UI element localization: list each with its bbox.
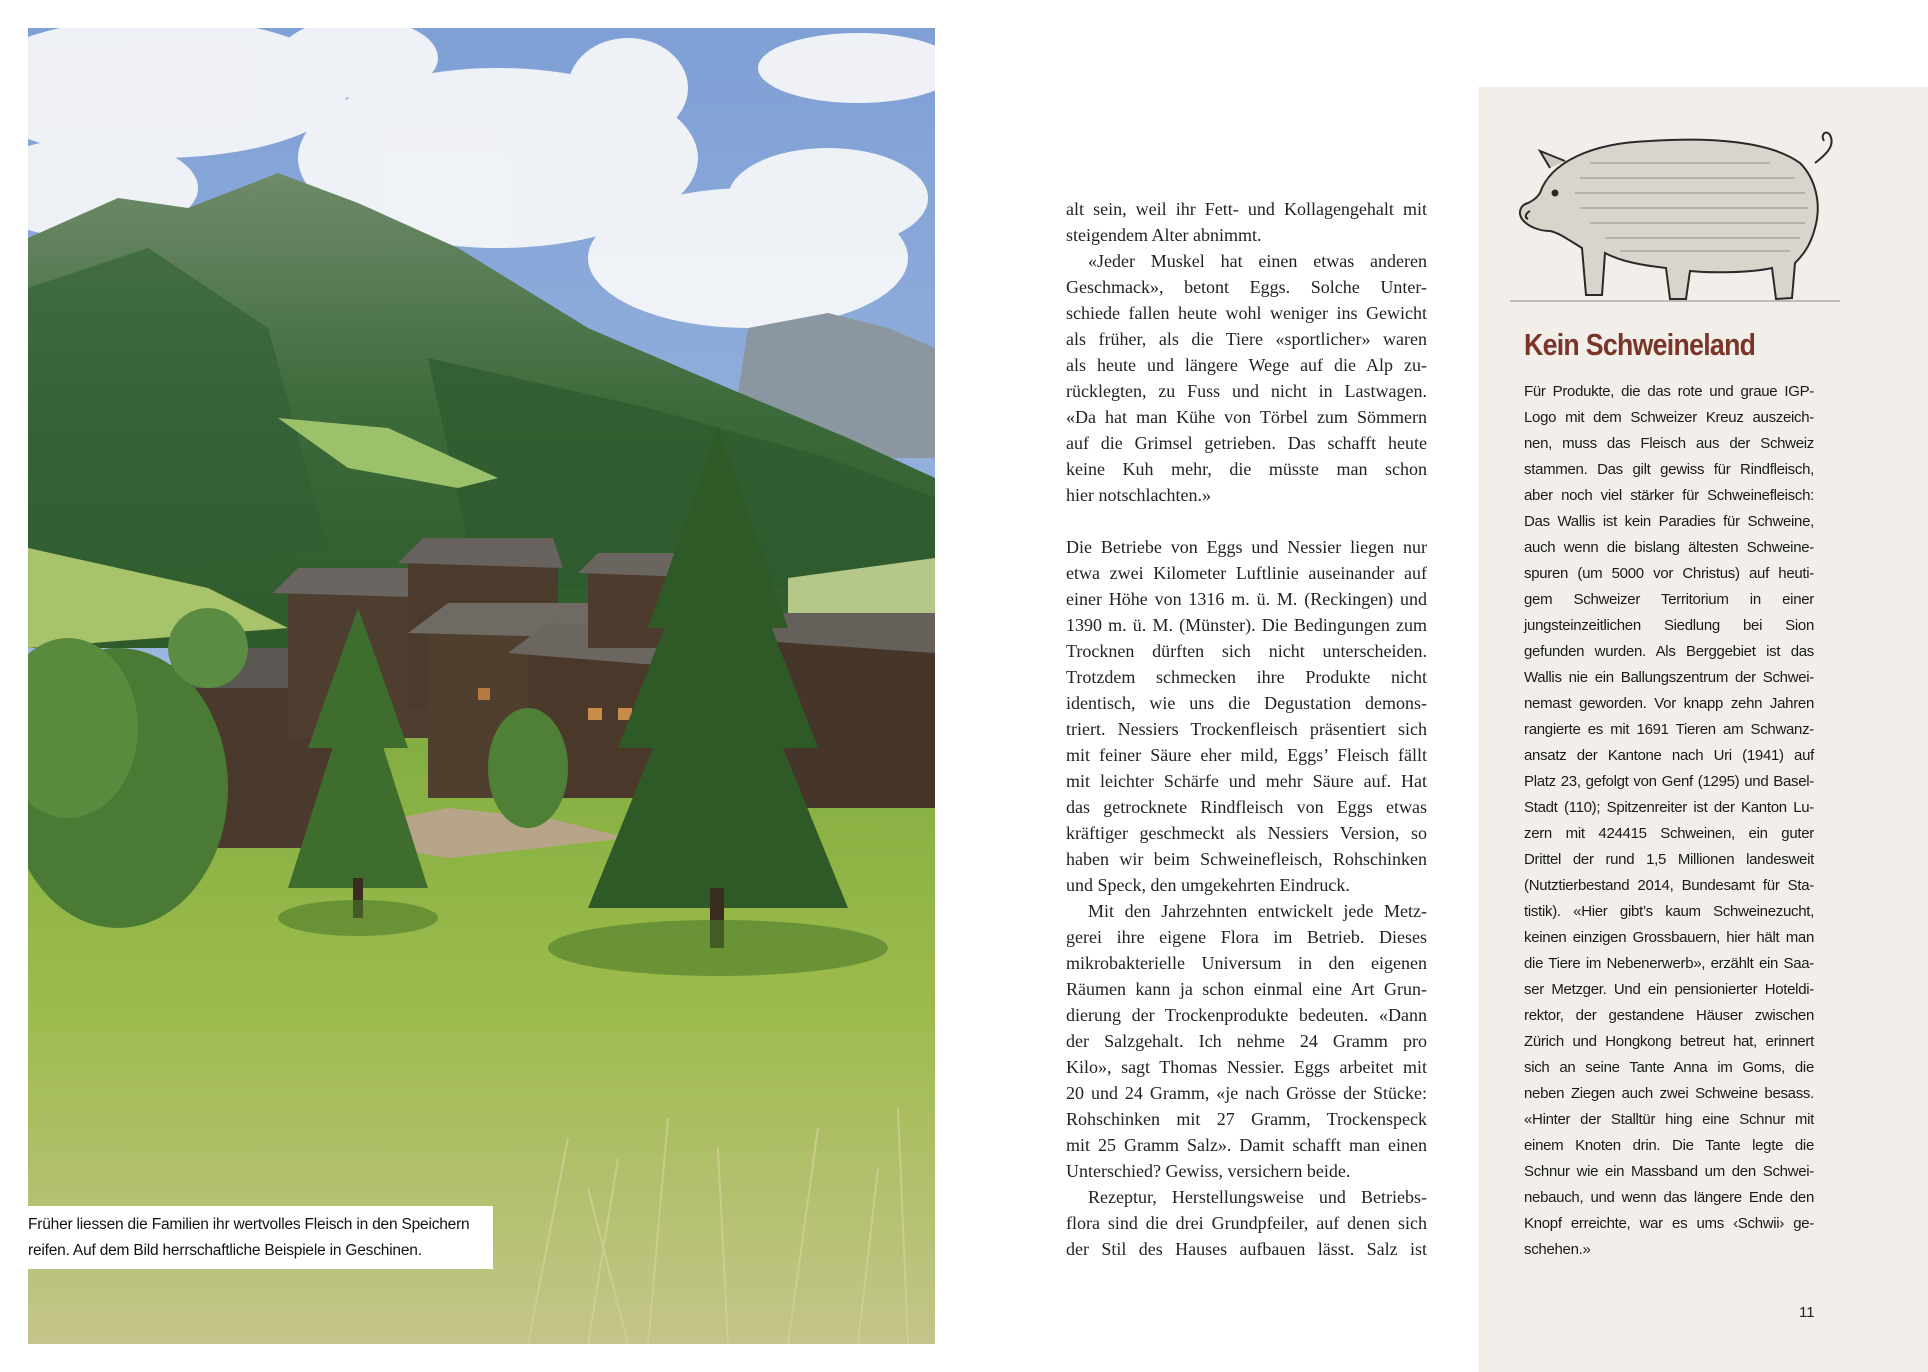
sidebar-line: Platz 23, gefolgt von Genf (1295) und Basel- <box>1524 773 1814 790</box>
text-line: kräftiger geschmeckt als Nessiers Version, so <box>1066 823 1427 843</box>
sidebar-line: «Hinter der Stalltür hing eine Schnur mit <box>1524 1111 1814 1128</box>
sidebar-line: nen, muss das Fleisch aus der Schweiz <box>1524 435 1814 452</box>
text-line: dierung der Trockenprodukte bedeuten. «Dann <box>1066 1005 1427 1025</box>
text-line: mit leichter Schärfe und mehr Säure auf. Hat <box>1066 771 1427 791</box>
sidebar-box <box>1478 87 1928 1372</box>
sidebar-line: rektor, der gestandene Häuser zwischen <box>1524 1007 1814 1024</box>
text-line: als heute und längere Wege auf die Alp zu- <box>1066 355 1427 375</box>
sidebar-line: jungsteinzeitlichen Siedlung bei Sion <box>1524 617 1814 634</box>
text-line: der Salzgehalt. Ich nehme 24 Gramm pro <box>1066 1031 1427 1051</box>
sidebar-line: tistik). «Hier gibt’s kaum Schweinezucht, <box>1524 903 1814 920</box>
text-line: Trocknen dürften sich nicht unterscheiden. <box>1066 641 1427 661</box>
text-line: einer Höhe von 1316 m. ü. M. (Reckingen) und <box>1066 589 1427 609</box>
text-line: flora sind die drei Grundpfeiler, auf denen sich <box>1066 1213 1427 1233</box>
text-line: keine Kuh mehr, die müsste man schon <box>1066 459 1427 479</box>
sidebar-line: Schnur wie ein Massband um den Schwei- <box>1524 1163 1814 1180</box>
text-line: hier notschlachten.» <box>1066 485 1211 505</box>
pig-illustration <box>1510 123 1840 309</box>
caption-line: reifen. Auf dem Bild herrschaftliche Beispiele in Geschinen. <box>28 1242 422 1259</box>
text-line: Räumen kann ja schon einmal eine Art Grun- <box>1066 979 1427 999</box>
sidebar-line: rangierte es mit 1691 Tieren am Schwanz- <box>1524 721 1814 738</box>
sidebar-line: stammen. Das gilt gewiss für Rindfleisch, <box>1524 461 1814 478</box>
sidebar-line: keinen einzigen Grossbauern, hier hält man <box>1524 929 1814 946</box>
text-line: 1390 m. ü. M. (Münster). Die Bedingungen zum <box>1066 615 1427 635</box>
sidebar-line: aber noch viel stärker für Schweinefleisch: <box>1524 487 1814 504</box>
sidebar-line: nemast geworden. Vor knapp zehn Jahren <box>1524 695 1814 712</box>
text-line: Trotzdem schmecken ihre Produkte nicht <box>1066 667 1427 687</box>
sidebar-line: neben Ziegen auch zwei Schweine besass. <box>1524 1085 1814 1102</box>
alpine-village-photo <box>28 28 935 1344</box>
text-line: Die Betriebe von Eggs und Nessier liegen nur <box>1066 537 1427 557</box>
text-line: triert. Nessiers Trockenfleisch präsentiert sich <box>1066 719 1427 739</box>
text-line: rücklegten, zu Fuss und nicht in Lastwagen. <box>1066 381 1427 401</box>
article-text-column <box>1066 196 1427 1262</box>
sidebar-line: Drittel der rund 1,5 Millionen landesweit <box>1524 851 1814 868</box>
sidebar-text <box>1524 379 1814 1263</box>
sidebar-line: zern mit 424415 Schweinen, ein guter <box>1524 825 1814 842</box>
sidebar-line: einem Knoten drin. Die Tante legte die <box>1524 1137 1814 1154</box>
sidebar-title: Kein Schweineland <box>1524 327 1756 362</box>
text-line: mikrobakterielle Universum in den eigenen <box>1066 953 1427 973</box>
sidebar-line: gem Schweizer Territorium in einer <box>1524 591 1814 608</box>
sidebar-line: Knopf erreichte, war es ums ‹Schwii› ge- <box>1524 1215 1814 1232</box>
sidebar-line: Das Wallis ist kein Paradies für Schweine, <box>1524 513 1814 530</box>
text-line: auf die Grimsel getrieben. Das schafft heute <box>1066 433 1427 453</box>
text-line: identisch, wie uns die Degustation demons- <box>1066 693 1427 713</box>
text-line: steigendem Alter abnimmt. <box>1066 225 1262 245</box>
text-line: als früher, als die Tiere «sportlicher» waren <box>1066 329 1427 349</box>
text-line: der Stil des Hauses aufbauen lässt. Salz ist <box>1066 1239 1427 1259</box>
page-number: 11 <box>1799 1304 1815 1321</box>
sidebar-line: spuren (um 5000 vor Christus) auf heuti- <box>1524 565 1814 582</box>
sidebar-line: Für Produkte, die das rote und graue IGP- <box>1524 383 1814 400</box>
sidebar-line: gefunden wurden. Als Berggebiet ist das <box>1524 643 1814 660</box>
text-line: gerei ihre eigene Flora im Betrieb. Dieses <box>1066 927 1427 947</box>
text-line: Geschmack», betont Eggs. Solche Unter- <box>1066 277 1427 297</box>
text-line: etwa zwei Kilometer Luftlinie auseinander auf <box>1066 563 1427 583</box>
text-line: Rohschinken mit 27 Gramm, Trockenspeck <box>1066 1109 1427 1129</box>
sidebar-line: sich an seine Tante Anna im Goms, die <box>1524 1059 1814 1076</box>
photo-illustration <box>28 28 935 1344</box>
text-line: alt sein, weil ihr Fett- und Kollagengehalt mit <box>1066 199 1427 219</box>
sidebar-line: nebauch, und wenn das längere Ende den <box>1524 1189 1814 1206</box>
text-line: mit 25 Gramm Salz». Damit schafft man einen <box>1066 1135 1427 1155</box>
sidebar-line: ansatz der Kantone nach Uri (1941) auf <box>1524 747 1814 764</box>
sidebar-line: Zürich und Hongkong betreut hat, erinnert <box>1524 1033 1814 1050</box>
sidebar-line: schehen.» <box>1524 1241 1591 1258</box>
caption-line: Früher liessen die Familien ihr wertvolles Fleisch in den Speichern <box>28 1216 470 1233</box>
sidebar-line: Wallis nie ein Ballungszentrum der Schwei- <box>1524 669 1814 686</box>
sidebar-line: die Tiere im Nebenerwerb», erzählt ein Saa- <box>1524 955 1814 972</box>
text-line: und Speck, den umgekehrten Eindruck. <box>1066 875 1350 895</box>
sidebar-line: Stadt (110); Spitzenreiter ist der Kanton Lu- <box>1524 799 1814 816</box>
sidebar-line: ser Metzger. Und ein pensionierter Hoteldi- <box>1524 981 1814 998</box>
sidebar-line: Logo mit dem Schweizer Kreuz auszeich- <box>1524 409 1814 426</box>
text-line: schiede fallen heute wohl weniger ins Gewicht <box>1066 303 1427 323</box>
text-line: das getrocknete Rindfleisch von Eggs etwas <box>1066 797 1427 817</box>
text-line: Mit den Jahrzehnten entwickelt jede Metz- <box>1088 901 1427 921</box>
text-line: Kilo», sagt Thomas Nessier. Eggs arbeitet mit <box>1066 1057 1427 1077</box>
photo-caption <box>28 1206 493 1269</box>
paragraph-gap <box>1066 508 1427 534</box>
text-line: 20 und 24 Gramm, «je nach Grösse der Stücke: <box>1066 1083 1427 1103</box>
sidebar-line: auch wenn die bislang ältesten Schweine- <box>1524 539 1814 556</box>
text-line: Unterschied? Gewiss, versichern beide. <box>1066 1161 1351 1181</box>
text-line: «Da hat man Kühe von Törbel zum Sömmern <box>1066 407 1427 427</box>
text-line: haben wir beim Schweinefleisch, Rohschinken <box>1066 849 1427 869</box>
sidebar-line: (Nutztierbestand 2014, Bundesamt für Sta- <box>1524 877 1814 894</box>
text-line: «Jeder Muskel hat einen etwas anderen <box>1088 251 1427 271</box>
text-line: Rezeptur, Herstellungsweise und Betriebs- <box>1088 1187 1427 1207</box>
text-line: mit feiner Säure eher mild, Eggs’ Fleisch fällt <box>1066 745 1427 765</box>
